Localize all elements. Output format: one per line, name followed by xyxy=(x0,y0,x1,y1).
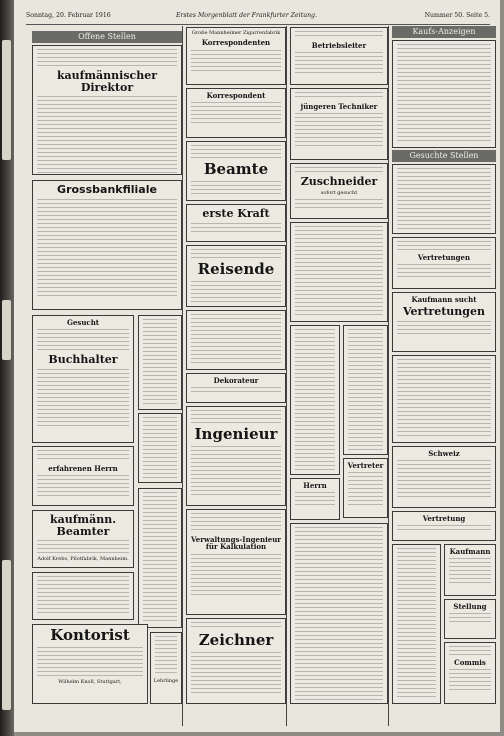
section-gesuchte-stellen: Gesuchte Stellen xyxy=(392,150,496,162)
ad-mannheimer xyxy=(186,27,286,85)
ad-filler-8 xyxy=(392,544,441,704)
ad-herrn xyxy=(290,478,340,520)
ad-vertretung xyxy=(392,511,496,541)
ad-kaufmann-beamter-title: kaufmänn. Beamter xyxy=(49,513,117,538)
ad-dekorateur xyxy=(186,373,286,403)
ad-direktor-title: kaufmännischer Direktor xyxy=(56,69,158,94)
section-offene-stellen: Offene Stellen xyxy=(32,31,182,43)
ad-kontorist xyxy=(32,624,148,704)
ad-vertretungen xyxy=(392,237,496,289)
ad-grossbankfiliale xyxy=(32,180,182,310)
running-header xyxy=(26,10,490,25)
ad-grossbankfiliale-title: Grossbankfiliale xyxy=(57,183,157,196)
ad-gesucht-label: Gesucht xyxy=(66,318,100,327)
ad-kaufs xyxy=(392,40,496,148)
header-title: Erstes Morgenblatt der Frankfurter Zeitung. xyxy=(176,12,317,19)
ad-erfahrener-herr xyxy=(32,446,134,506)
ad-filler-2 xyxy=(186,310,286,370)
ad-techniker xyxy=(290,88,388,160)
ad-betriebsleiter-title: Betriebsleiter xyxy=(311,41,367,50)
ad-dekorateur-title: Dekorateur xyxy=(213,376,259,385)
ad-vertretungen-title: Vertretungen xyxy=(417,253,471,262)
ad-erfahrener-herr-title: erfahrenen Herrn xyxy=(48,464,118,473)
ad-korrespondenten-title: Korrespondenten xyxy=(201,38,271,48)
ad-reisende-title: Reisende xyxy=(197,260,275,278)
ad-verwaltungs-ingenieur-title: Verwaltungs-Ingenieur für Kalkulation xyxy=(191,535,281,552)
ad-verwaltungs-ingenieur xyxy=(186,509,286,615)
ad-kaufmann-sucht-vertretungen: Vertretungen xyxy=(403,305,485,319)
ad-ingenieur-title: Ingenieur xyxy=(194,425,278,443)
ad-filler-7 xyxy=(392,355,496,443)
ad-beamte xyxy=(186,141,286,201)
ad-vertreter-title: Vertreter xyxy=(347,461,384,470)
ad-buchhalter-title: Buchhalter xyxy=(48,353,118,367)
ad-small-buchhalter xyxy=(138,315,182,410)
ad-sofort-gesucht: sofort gesucht xyxy=(320,189,358,196)
ad-zeichner-title: Zeichner xyxy=(198,631,274,649)
ad-wilhelm-knoll: Wilhelm Knoll, Stuttgart, xyxy=(58,678,122,685)
ad-fabrik-kaufmann xyxy=(444,544,496,596)
ad-vertretung-title: Vertretung xyxy=(422,514,466,523)
header-date: Sonntag, 20. Februar 1916 xyxy=(26,12,111,19)
ad-stellung xyxy=(444,599,496,639)
ad-beamte-title: Beamte xyxy=(203,160,269,178)
ad-buchhalter xyxy=(32,315,134,443)
ad-filler-5 xyxy=(343,325,388,455)
ad-zeichner xyxy=(186,618,286,704)
ad-korrespondent xyxy=(186,88,286,138)
ad-erste-kraft-title: erste Kraft xyxy=(202,207,270,220)
ad-kaufmann-sucht-title: Kaufmann sucht xyxy=(411,295,477,304)
ad-korrespondent-title: Korrespondent xyxy=(206,91,266,100)
ad-betriebsleiter xyxy=(290,27,388,85)
ad-schweiz-title: Schweiz xyxy=(428,449,460,458)
ad-techniker-title: jüngeren Techniker xyxy=(300,102,378,111)
ad-schweiz xyxy=(392,446,496,508)
ad-small-kontorist xyxy=(138,413,182,483)
ad-adolf-krebs: Adolf Krebs, Pilotfabrik, Mannheim. xyxy=(37,556,129,563)
ad-small-column xyxy=(138,488,182,628)
ad-kaufmann-sucht xyxy=(392,292,496,352)
ad-lehrlinge-title: Lehrlinge xyxy=(153,678,179,684)
book-binding xyxy=(0,0,14,736)
ad-filler-4 xyxy=(290,325,340,475)
ad-reisende xyxy=(186,245,286,307)
newspaper-page xyxy=(14,0,500,732)
ad-herrn-title: Herrn xyxy=(303,481,327,490)
header-page: Nummer 50. Seite 5. xyxy=(424,12,490,19)
section-kaufs-anzeigen: Kaufs-Anzeigen xyxy=(392,26,496,38)
ad-mannheimer-title: Große Mannheimer Zigarrenfabrik xyxy=(191,30,281,36)
ad-vertreter xyxy=(343,458,388,518)
ad-kaufmann-beamter xyxy=(32,510,134,568)
ad-zuschneider-title: Zuschneider xyxy=(300,175,378,188)
ad-zuschneider xyxy=(290,163,388,219)
ad-fabrik-kaufmann-title: Kaufmann xyxy=(449,547,491,556)
ad-filler-1 xyxy=(32,572,134,620)
ad-filler-6 xyxy=(290,523,388,704)
ad-direktor xyxy=(32,45,182,175)
ad-stellung-title: Stellung xyxy=(453,602,487,611)
ad-erste-kraft xyxy=(186,204,286,242)
ad-commis xyxy=(444,642,496,704)
ad-commis-title: Commis xyxy=(454,658,486,667)
ad-lehrlinge xyxy=(150,632,182,704)
ad-gesuchte-1 xyxy=(392,164,496,234)
ad-ingenieur xyxy=(186,406,286,506)
ad-kontorist-title: Kontorist xyxy=(50,626,130,644)
ad-filler-3 xyxy=(290,222,388,322)
